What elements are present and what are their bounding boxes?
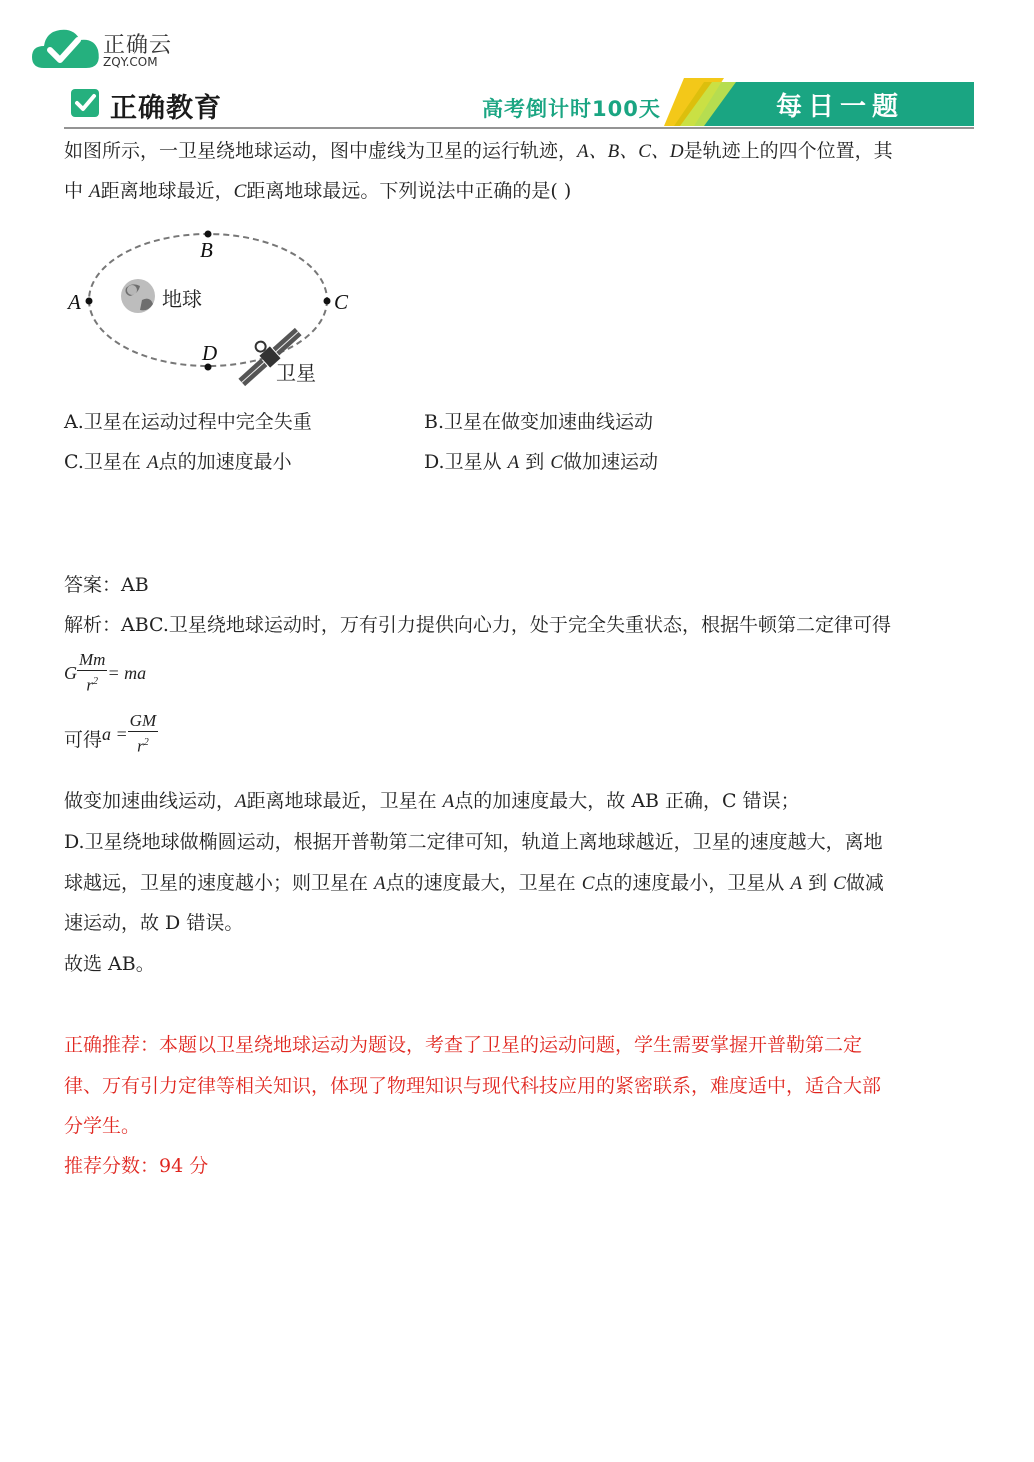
var-c: C	[581, 873, 595, 894]
eq1-numerator: Mm	[79, 650, 106, 669]
orbit-figure	[60, 222, 370, 392]
label-a: A	[68, 290, 81, 314]
var-c: C	[833, 873, 846, 894]
option-text: C.卫星在	[64, 451, 147, 473]
option-c	[64, 442, 292, 483]
var-c: C	[550, 452, 564, 473]
label-c: C	[334, 290, 349, 314]
point-b-dot	[205, 231, 212, 238]
option-text: 做加速运动	[563, 451, 659, 473]
eq2-exponent: 2	[143, 737, 149, 748]
recommend-line-2: 律、万有引力定律等相关知识，体现了物理知识与现代科技应用的紧密联系，难度适中，适合大部	[64, 1075, 882, 1097]
earth-icon	[121, 279, 155, 313]
analysis-text: 做变加速曲线运动，	[64, 790, 236, 812]
eq1-exponent: 2	[93, 676, 99, 687]
analysis-line-5	[64, 863, 884, 904]
daily-question-label: 每日一题	[776, 92, 905, 122]
countdown-label: 高考倒计时100天	[482, 97, 661, 121]
analysis-line-4: D.卫星绕地球做椭圆运动，根据开普勒第二定律可知，轨道上离地球越近，卫星的速度越大，离地	[64, 831, 883, 853]
label-b: B	[200, 238, 213, 262]
eq2-numerator: GM	[129, 711, 157, 730]
var-a: A	[89, 181, 101, 202]
eq1-fraction	[77, 650, 107, 697]
satellite-label: 卫星	[276, 361, 316, 385]
option-a: A.卫星在运动过程中完全失重	[64, 411, 312, 433]
var-a: A	[235, 791, 247, 812]
var-a: A	[442, 791, 455, 812]
brand-name: 正确教育	[110, 93, 222, 124]
option-d	[424, 442, 658, 483]
question-line-1	[64, 131, 893, 172]
brand-check-icon	[70, 88, 100, 118]
logo-domain: ZQY.COM	[103, 55, 158, 69]
eq2-fraction	[128, 711, 158, 758]
analysis-line-6: 速运动，故 D 错误。	[64, 912, 244, 934]
recommend-line-1: 正确推荐：本题以卫星绕地球运动为题设，考查了卫星的运动问题，学生需要掌握开普勒第二定	[64, 1034, 863, 1056]
analysis-text: 点的速度最大，卫星在	[385, 872, 582, 894]
zqy-cloud-logo-icon	[30, 24, 102, 70]
point-c-dot	[324, 298, 331, 305]
eq2-denominator: r	[137, 736, 144, 756]
analysis-text: 点的速度最小，卫星从	[594, 872, 791, 894]
question-line-2	[64, 171, 571, 212]
label-d: D	[202, 341, 218, 365]
logo-name: 正确云	[103, 33, 173, 58]
option-text: 到	[525, 451, 551, 473]
equation-1	[64, 650, 146, 697]
eq1-rhs: = ma	[107, 662, 147, 683]
question-text: 距离地球最远。下列说法中正确的是( )	[246, 180, 572, 202]
analysis-line-3	[64, 781, 800, 822]
analysis-text: 距离地球最近，卫星在	[246, 790, 443, 812]
var-a: A	[146, 452, 159, 473]
eq2-lhs: a =	[102, 723, 128, 744]
var-c: C	[233, 181, 247, 202]
point-a-dot	[86, 298, 93, 305]
analysis-line-7: 故选 AB。	[64, 953, 155, 975]
analysis-text: 球越远，卫星的速度越小；则卫星在	[64, 872, 375, 894]
eq1-denominator: r	[86, 675, 94, 695]
analysis-text: 到	[808, 872, 834, 894]
earth-label: 地球	[162, 287, 202, 311]
option-b: B.卫星在做变加速曲线运动	[424, 411, 654, 433]
question-text: 如图所示，一卫星绕地球运动，图中虚线为卫星的运行轨迹，	[64, 140, 578, 162]
question-text: 距离地球最近，	[100, 180, 234, 202]
var-a: A	[507, 452, 520, 473]
var-a: A	[790, 873, 803, 894]
option-text: 点的加速度最小	[158, 451, 292, 473]
var-a: A	[374, 873, 386, 894]
answer-label: 答案：AB	[64, 574, 149, 596]
equation-2-line	[64, 711, 158, 758]
analysis-text: 点的加速度最大，故 AB 正确，C 错误；	[454, 790, 800, 812]
analysis-line-1: 解析：ABC.卫星绕地球运动时，万有引力提供向心力，处于完全失重状态，根据牛顿第二定律可得	[64, 614, 891, 636]
recommend-line-3: 分学生。	[64, 1115, 141, 1137]
eq1-g: G	[64, 662, 77, 683]
recommend-score: 推荐分数：94 分	[64, 1155, 209, 1177]
analysis-text: 做减	[845, 872, 884, 894]
question-text-tail: 是轨迹上的四个位置，其	[683, 140, 893, 162]
kede-text: 可得	[64, 728, 103, 751]
question-points: A、B、C、D	[577, 141, 684, 162]
question-text: 中	[64, 180, 90, 202]
option-text: D.卫星从	[424, 451, 508, 473]
